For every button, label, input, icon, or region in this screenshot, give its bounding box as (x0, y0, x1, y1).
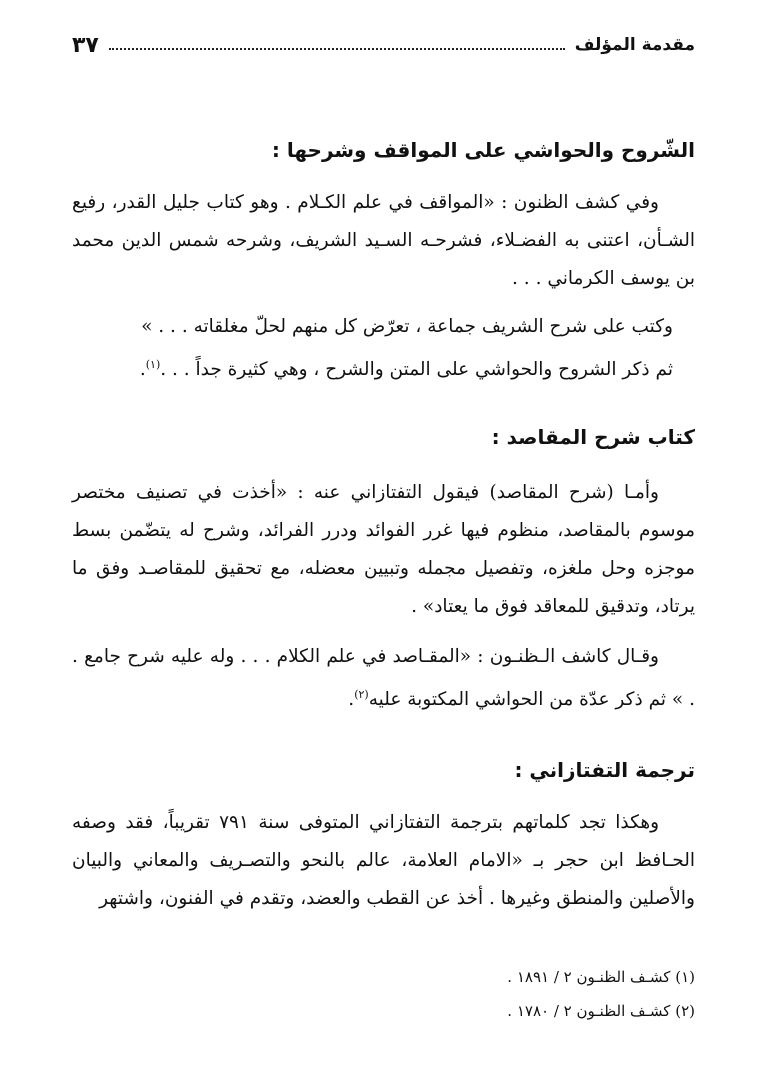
text-line (72, 346, 695, 389)
paragraph-biography: وهكذا تجد كلماتهم بترجمة التفتازاني المتوفى سنة ٧٩١ تقريباً، فقد وصفه الحـافظ ابن حجر بـ «الامام العلامة، عالم بالنحو والتصـريف والمعاني والبيان والأصلين والمنطق وغيرها . أخذ عن القطب والعضد، وتقدم في الفنون، واشتهر (72, 812, 695, 909)
footnote: (٢) كشـف الظنـون ٢ / ١٧٨٠ . (507, 1002, 695, 1020)
text-line: وكتب على شرح الشريف جماعة ، تعرّض كل منهم لحلّ مغلقاته . . . » (141, 316, 673, 337)
footnote: (١) كشـف الظنـون ٢ / ١٨٩١ . (507, 968, 695, 986)
footnote-marker: (١) (145, 358, 161, 371)
running-head-title: مقدمة المؤلف (574, 35, 695, 55)
section-heading-commentaries: الشّروح والحواشي على المواقف وشرحها : (271, 138, 695, 162)
running-head (72, 30, 695, 60)
section-heading-sharh-maqasid: كتاب شرح المقاصد : (491, 425, 695, 449)
paragraph-commentaries-list (72, 308, 695, 389)
paragraph-taftazani-quote: وأمـا (شرح المقاصد) فيقول التفتازاني عنه : «أخذت في تصنيف مختصر موسوم بالمقاصد، منظوم فيها غرر الفوائد ودرر الفرائد، وشرح له يتضّمن بسط موجزه وحل ملغزه، وتفصيل مجمله وتبيين معضله، مع تحقيق للمقاصـد وفق ما يرتاد، وتدقيق للمعاقد فوق ما يعتاد» . (72, 482, 695, 617)
text-fragment: وقـال كاشف الـظنـون : «المقـاصد في علم الكلام . . . وله عليه شرح جامع . . » ثم ذكر عدّة من الحواشي المكتوبة عليه (72, 646, 695, 711)
section-heading-biography: ترجمة التفتازاني : (514, 758, 695, 782)
paragraph-kashf-mawaqif: وفي كشف الظنون : «المواقف في علم الكـلام . وهو كتاب جليل القدر، رفيع الشـأن، اعتنى به الفضـلاء، فشرحـه السـيد الشريف، وشرحه شمس الدين محمد بن يوسف الكرماني . . . (72, 192, 695, 289)
footnotes (72, 960, 695, 1028)
text-fragment: . (139, 359, 146, 381)
text-fragment: ثم ذكر الشروح والحواشي على المتن والشرح ، وهي كثيرة جداً . . . (160, 359, 673, 381)
footnote-marker: (٢) (354, 688, 369, 701)
paragraph-kashf-maqasid (72, 638, 695, 719)
dotted-leader (109, 48, 565, 50)
text-fragment: . (348, 689, 355, 711)
page-number: ٣٧ (72, 32, 99, 58)
